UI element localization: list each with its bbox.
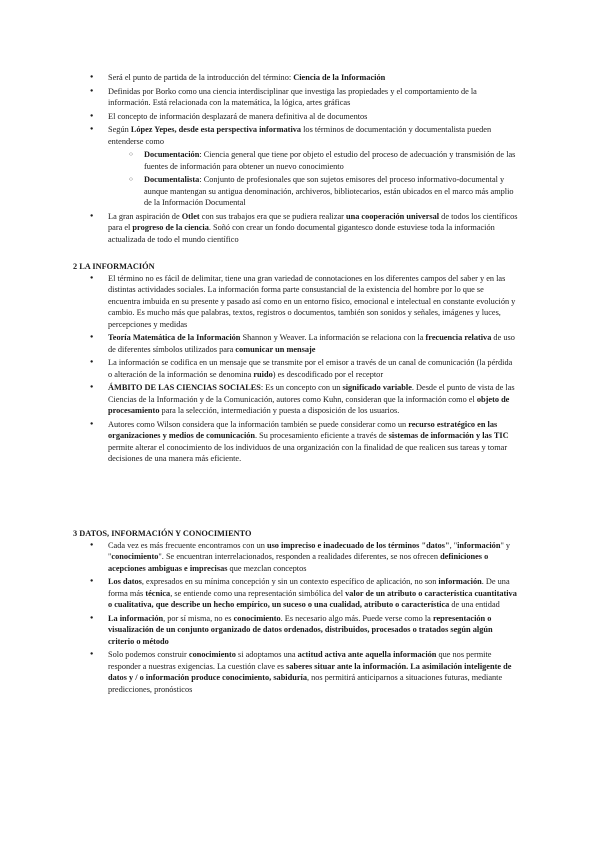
section-heading: 3 DATOS, INFORMACIÓN Y CONOCIMIENTO: [73, 529, 252, 538]
list-item: ● Cada vez es más frecuente encontramos con un uso impreciso e inadecuado de los términos "datos", "información" y "conocimiento". Se encuentran interrelacionados, responden a realidades diferentes, se nos ofrecen definiciones o acepciones ambiguas e imprecisas que mezclan conceptos: [0, 540, 600, 575]
list-item: ● El término no es fácil de delimitar, tiene una gran variedad de connotaciones en los diferentes campos del saber y en las distintas actividades sociales. La información forma parte consustancial de la existencia del hombre por lo que se encuentra imbuida en su presente y pasado así como en un entorno físico, emocional e intelectual en constante evolución y cambio. Es mucho más que palabras, textos, registros o documentos, también son sonidos y señales, imágenes y luces, percepciones y medidas: [0, 273, 600, 331]
list-item: ● El concepto de información desplazará de manera definitiva al de documentos: [0, 111, 600, 123]
list-item: ● Los datos, expresados en su mínima concepción y sin un contexto específico de aplicación, no son información. De una forma más técnica, se entiende como una representación simbólica del valor de un atributo o característica cuantitativa o cualitativa, que describe un hecho empírico, un suceso o una cualidad, atributo o característica de una entidad: [0, 576, 600, 611]
section-3: [0, 528, 600, 695]
sub-list-item: ○ Documentalista: Conjunto de profesionales que son sujetos emisores del proceso informativo-documental y aunque mantengan su antigua denominación, archiveros, bibliotecarios, están ubicados en el marco más amplio de la Información Documental: [0, 174, 600, 209]
list-item: ● Teoría Matemática de la Información Shannon y Weaver. La información se relaciona con la frecuencia relativa de uso de diferentes símbolos utilizados para comunicar un mensaje: [0, 332, 600, 355]
list-item: ● Según López Yepes, desde esta perspectiva informativa los términos de documentación y documentalista pueden entenderse como: [0, 124, 600, 147]
list-item: ● Autores como Wilson considera que la información también se puede considerar como un recurso estratégico en las organizaciones y medios de comunicación. Su procesamiento eficiente a través de sistemas de información y las TIC permite alterar el conocimiento de los individuos de una organización con la finalidad de que realicen sus tareas y tomar decisiones de una manera más eficiente.: [0, 419, 600, 465]
list-item: ● Solo podemos construir conocimiento si adoptamos una actitud activa ante aquella información que nos permite responder a nuestras exigencias. La cuestión clave es saberes situar ante la información. La asimilación inteligente de datos y / o información produce conocimiento, sabiduría, nos permitirá anticiparnos a situaciones futuras, mediante predicciones, pronósticos: [0, 649, 600, 695]
section-2: [0, 261, 600, 465]
list-item: ● Definidas por Borko como una ciencia interdisciplinar que investiga las propiedades y el comportamiento de la información. Está relacionada con la matemática, la lógica, artes gráficas: [0, 86, 600, 109]
section-1: [0, 72, 600, 245]
list-item: ● Será el punto de partida de la introducción del término: Ciencia de la Información: [0, 72, 600, 84]
list-item: ● La información se codifica en un mensaje que se transmite por el emisor a través de un canal de comunicación (la pérdida o alteración de la información se denomina ruido) es descodificado por el receptor: [0, 357, 600, 380]
list-item: ● La gran aspiración de Otlet con sus trabajos era que se pudiera realizar una cooperación universal de todos los científicos para el progreso de la ciencia. Soñó con crear un fondo documental gigantesco donde estuviese toda la información actualizada de todo el mundo científico: [0, 211, 600, 246]
list-item: ● La información, por sí misma, no es conocimiento. Es necesario algo más. Puede verse como la representación o visualización de un conjunto organizado de datos ordenados, distribuidos, procesados o tratados según algún criterio o método: [0, 613, 600, 648]
section-heading: 2 LA INFORMACIÓN: [73, 262, 155, 271]
list-item: ● ÁMBITO DE LAS CIENCIAS SOCIALES: Es un concepto con un significado variable. Desde el punto de vista de las Ciencias de la Información y de la Comunicación, autores como Kuhn, consideran que la información como el objeto de procesamiento para la selección, intermediación y puesta a disposición de los usuarios.: [0, 382, 600, 417]
sub-list-item: ○ Documentación: Ciencia general que tiene por objeto el estudio del proceso de adecuación y transmisión de las fuentes de información para obtener un nuevo conocimiento: [0, 149, 600, 172]
